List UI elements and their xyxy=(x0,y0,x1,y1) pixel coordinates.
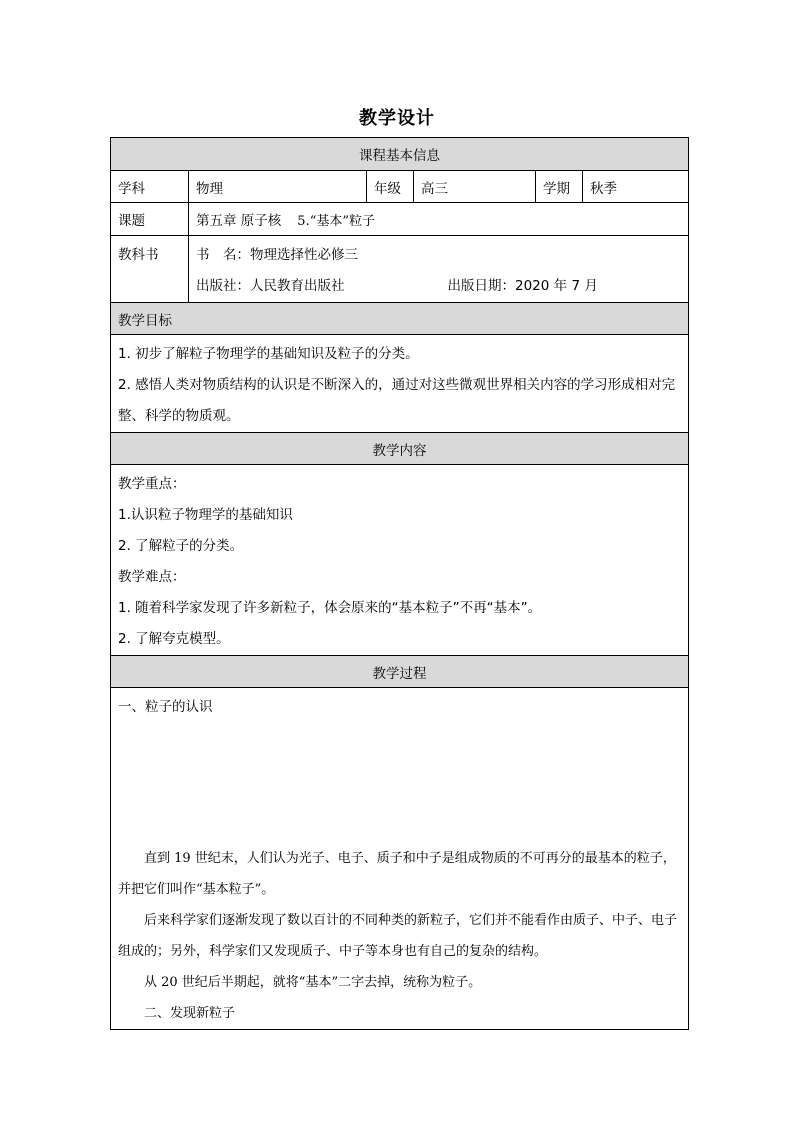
process-paragraph: 后来科学家们逐渐发现了数以百计的不同种类的新粒子，它们并不能看作由质子、中子、电子组成的；另外，科学家们又发现质子、中子等本身也有自己的复杂的结构。 xyxy=(118,913,678,959)
key-points-label: 教学重点： xyxy=(118,476,186,492)
subject-label: 学科 xyxy=(111,171,189,203)
topic-section: 5.“基本”粒子 xyxy=(297,214,375,229)
lesson-plan-table xyxy=(110,137,689,1030)
process-header: 教学过程 xyxy=(111,656,689,688)
section2-title: 二、发现新粒子 xyxy=(144,1006,236,1021)
section1-title: 一、粒子的认识 xyxy=(118,699,213,715)
term-value: 秋季 xyxy=(583,171,689,203)
basic-info-header: 课程基本信息 xyxy=(111,138,689,171)
textbook-info xyxy=(189,236,689,303)
topic-value xyxy=(189,203,689,236)
objective-item: 1. 初步了解粒子物理学的基础知识及粒子的分类。 xyxy=(118,346,419,362)
publication-date: 出版日期：2020 年 7 月 xyxy=(447,278,598,294)
objectives-body xyxy=(111,335,689,433)
document-title: 教学设计 xyxy=(359,108,435,129)
content-body xyxy=(111,465,689,656)
process-body xyxy=(111,688,689,1030)
key-point-item: 1.认识粒子物理学的基础知识 xyxy=(118,507,293,523)
topic-chapter: 第五章 原子核 xyxy=(196,213,282,229)
grade-label: 年级 xyxy=(367,171,414,203)
difficult-points-label: 教学难点： xyxy=(118,569,186,585)
grade-value: 高三 xyxy=(414,171,536,203)
key-point-item: 2. 了解粒子的分类。 xyxy=(118,538,244,554)
difficult-point-item: 2. 了解夸克模型。 xyxy=(118,631,230,647)
objectives-header: 教学目标 xyxy=(111,303,689,335)
publisher: 出版社：人民教育出版社 xyxy=(196,278,345,294)
process-paragraph: 直到 19 世纪末，人们认为光子、电子、质子和中子是组成物质的不可再分的最基本的粒子，并把它们叫作“基本粒子”。 xyxy=(118,851,676,897)
content-header: 教学内容 xyxy=(111,433,689,465)
book-name: 书 名：物理选择性必修三 xyxy=(196,247,358,263)
term-label: 学期 xyxy=(536,171,583,203)
process-paragraph: 从 20 世纪后半期起，就将“基本”二字去掉，统称为粒子。 xyxy=(144,975,482,990)
difficult-point-item: 1. 随着科学家发现了许多新粒子，体会原来的“基本粒子”不再“基本”。 xyxy=(118,600,542,616)
objective-item: 2. 感悟人类对物质结构的认识是不断深入的，通过对这些微观世界相关内容的学习形成相对完整、科学的物质观。 xyxy=(118,377,676,424)
textbook-label: 教科书 xyxy=(111,236,189,303)
topic-label: 课题 xyxy=(111,203,189,236)
subject-value: 物理 xyxy=(189,171,367,203)
